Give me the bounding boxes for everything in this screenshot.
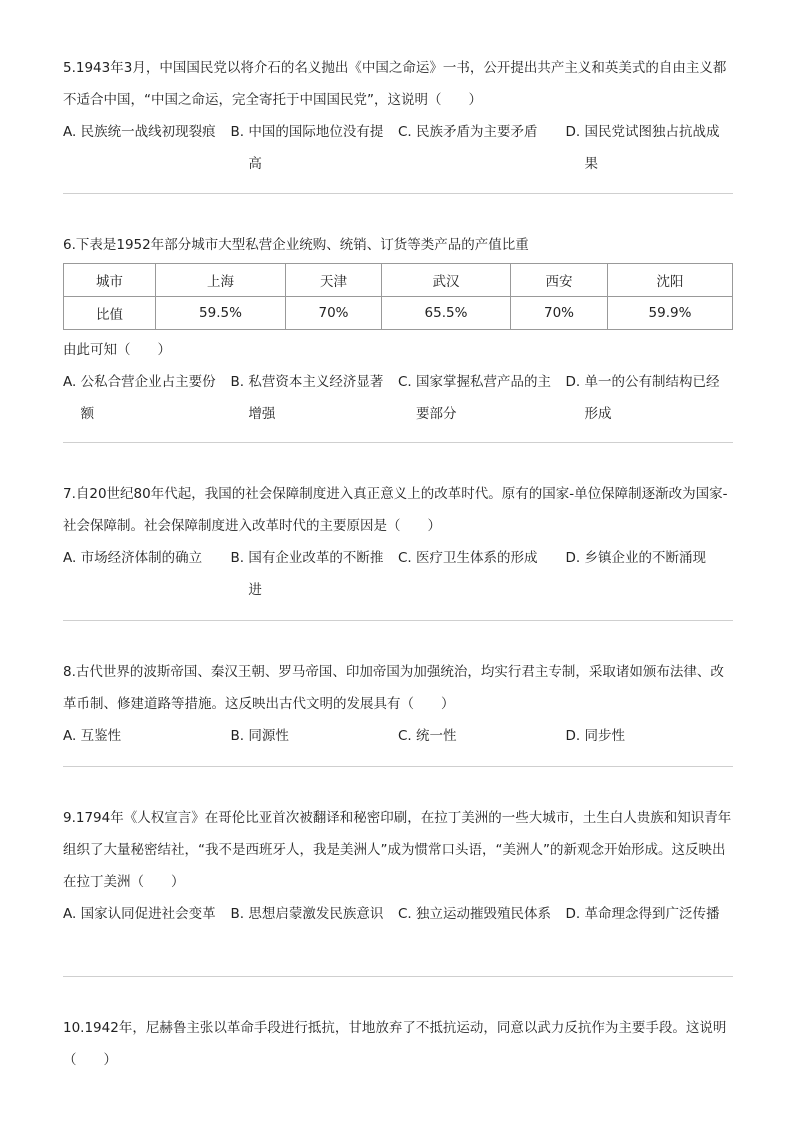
option-a[interactable]: [63, 366, 231, 430]
option-letter: C.: [398, 374, 412, 390]
option-c[interactable]: [398, 116, 566, 180]
option-a[interactable]: [63, 116, 231, 180]
option-letter: A.: [63, 124, 77, 140]
table-header-row: [64, 264, 733, 297]
table-cell: 65.5%: [382, 297, 511, 330]
question-8: [63, 656, 733, 752]
data-table: [63, 263, 733, 330]
option-b[interactable]: [231, 366, 399, 430]
option-letter: B.: [230, 374, 245, 390]
divider: [63, 193, 733, 194]
option-text: 独立运动摧毁殖民体系: [416, 906, 552, 922]
option-text: 国家掌握私营产品的主要部分: [416, 374, 552, 422]
option-c[interactable]: [398, 898, 566, 930]
question-stem: 8.古代世界的波斯帝国、秦汉王朝、罗马帝国、印加帝国为加强统治，均实行君主专制，采取诸如颁布法律、改革币制、修建道路等措施。这反映出古代文明的发展具有（ ）: [63, 664, 724, 712]
question-prompt: 由此可知（ ）: [63, 342, 171, 358]
table-cell: 上海: [156, 264, 286, 297]
option-text: 国家认同促进社会变革: [80, 906, 216, 922]
question-stem: 9.1794年《人权宣言》在哥伦比亚首次被翻译和秘密印刷，在拉丁美洲的一些大城市，土生白人贵族和知识青年组织了大量秘密结社，“我不是西班牙人，我是美洲人”成为惯常口头语，“美洲人”的新观念开始形成。这反映出在拉丁美洲（ ）: [63, 810, 732, 890]
question-stem: 6.下表是1952年部分城市大型私营企业统购、统销、订货等类产品的产值比重: [63, 237, 529, 253]
table-cell: 70%: [511, 297, 608, 330]
option-c[interactable]: [398, 720, 566, 752]
options-row: [63, 898, 733, 930]
table-cell: 西安: [511, 264, 608, 297]
options-row: [63, 116, 733, 180]
table-cell: 比值: [64, 297, 156, 330]
option-letter: D.: [565, 374, 581, 390]
option-letter: C.: [398, 124, 412, 140]
option-text: 医疗卫生体系的形成: [416, 550, 538, 566]
option-letter: B.: [230, 550, 245, 566]
options-row: [63, 366, 733, 430]
table-cell: 天津: [286, 264, 382, 297]
question-9: [63, 802, 733, 930]
option-letter: B.: [230, 124, 245, 140]
divider: [63, 976, 733, 977]
table-cell: 武汉: [382, 264, 511, 297]
option-b[interactable]: [231, 116, 399, 180]
question-7: [63, 478, 733, 606]
table-cell: 城市: [64, 264, 156, 297]
option-text: 同步性: [584, 728, 625, 744]
option-a[interactable]: [63, 898, 231, 930]
question-stem: 10.1942年，尼赫鲁主张以革命手段进行抵抗，甘地放弃了不抵抗运动，同意以武力反抗作为主要手段。这说明（ ）: [63, 1020, 727, 1068]
option-text: 市场经济体制的确立: [80, 550, 203, 566]
option-a[interactable]: [63, 720, 231, 752]
option-letter: D.: [565, 906, 581, 922]
option-text: 同源性: [248, 728, 289, 744]
question-10: [63, 1012, 733, 1076]
option-text: 国有企业改革的不断推进: [248, 550, 384, 598]
option-text: 单一的公有制结构已经形成: [584, 374, 720, 422]
option-d[interactable]: [566, 116, 734, 180]
option-letter: D.: [565, 550, 581, 566]
table-cell: 沈阳: [608, 264, 733, 297]
option-letter: B.: [230, 906, 245, 922]
options-row: [63, 720, 733, 752]
option-text: 私营资本主义经济显著增强: [248, 374, 384, 422]
option-d[interactable]: [566, 720, 734, 752]
options-row: [63, 542, 733, 606]
table-cell: 59.5%: [156, 297, 286, 330]
option-b[interactable]: [231, 542, 399, 606]
question-stem: 7.自20世纪80年代起，我国的社会保障制度进入真正意义上的改革时代。原有的国家-单位保障制逐渐改为国家-社会保障制。社会保障制度进入改革时代的主要原因是（ ）: [63, 486, 728, 534]
option-text: 乡镇企业的不断涌现: [584, 550, 706, 566]
option-b[interactable]: [231, 898, 399, 930]
option-d[interactable]: [566, 366, 734, 430]
option-text: 公私合营企业占主要份额: [80, 374, 216, 422]
option-text: 国民党试图独占抗战成果: [584, 124, 720, 172]
option-text: 民族矛盾为主要矛盾: [416, 124, 538, 140]
option-a[interactable]: [63, 542, 231, 606]
option-letter: C.: [398, 728, 412, 744]
question-6: [63, 229, 733, 430]
option-letter: A.: [63, 374, 77, 390]
table-cell: 70%: [286, 297, 382, 330]
option-letter: D.: [565, 728, 581, 744]
option-text: 中国的国际地位没有提高: [248, 124, 384, 172]
option-letter: A.: [63, 550, 77, 566]
question-stem: 5.1943年3月，中国国民党以将介石的名义抛出《中国之命运》一书，公开提出共产主义和英美式的自由主义都不适合中国，“中国之命运，完全寄托于中国国民党”，这说明（ ）: [63, 60, 727, 108]
option-text: 民族统一战线初现裂痕: [80, 124, 216, 140]
option-text: 思想启蒙激发民族意识: [248, 906, 384, 922]
question-5: [63, 52, 733, 180]
option-letter: A.: [63, 906, 77, 922]
option-letter: C.: [398, 906, 412, 922]
table-cell: 59.9%: [608, 297, 733, 330]
table-row: [64, 297, 733, 330]
option-d[interactable]: [566, 898, 734, 930]
option-letter: B.: [230, 728, 245, 744]
option-b[interactable]: [231, 720, 399, 752]
divider: [63, 766, 733, 767]
option-d[interactable]: [566, 542, 734, 606]
option-c[interactable]: [398, 366, 566, 430]
option-c[interactable]: [398, 542, 566, 606]
divider: [63, 620, 733, 621]
option-letter: C.: [398, 550, 412, 566]
option-text: 统一性: [416, 728, 457, 744]
option-text: 互鉴性: [80, 728, 122, 744]
option-text: 革命理念得到广泛传播: [584, 906, 720, 922]
option-letter: A.: [63, 728, 77, 744]
option-letter: D.: [565, 124, 581, 140]
divider: [63, 442, 733, 443]
